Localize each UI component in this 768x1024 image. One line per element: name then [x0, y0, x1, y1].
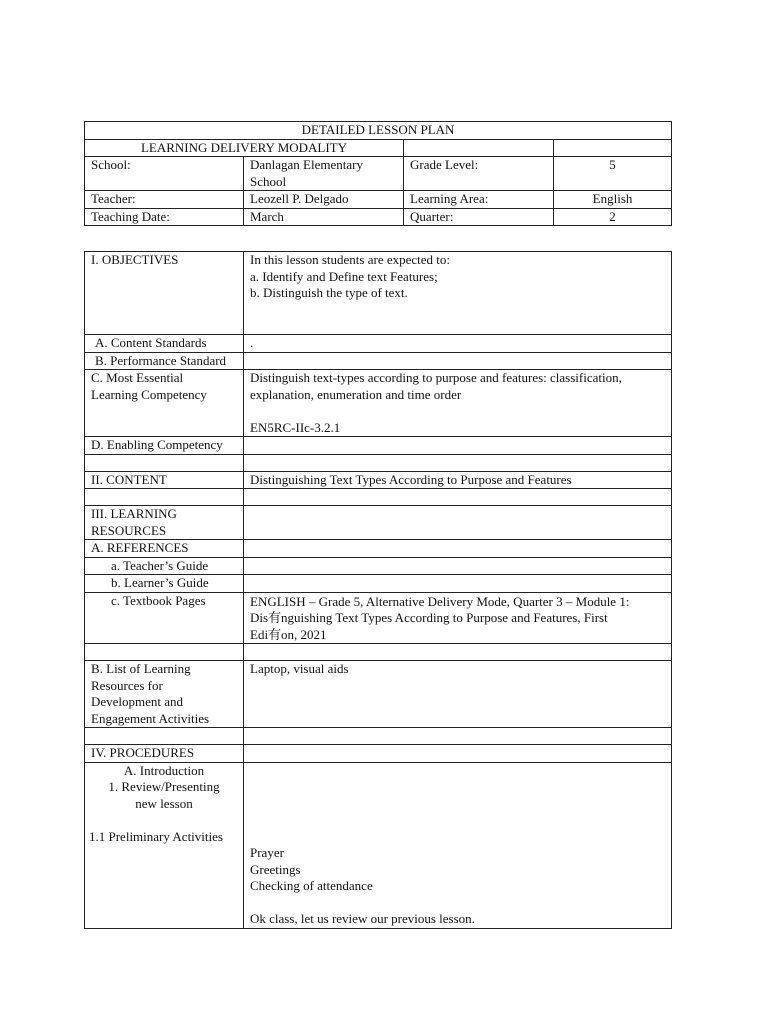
list-resources-label [85, 661, 244, 728]
teachers-guide-label: a. Teacher’s Guide [85, 557, 244, 575]
list-resources-label-line2: Resources for [91, 677, 163, 693]
delivery-modality: LEARNING DELIVERY MODALITY [85, 139, 404, 157]
empty-cell [244, 540, 672, 558]
empty-cell [244, 745, 672, 763]
lesson-header-table [84, 121, 672, 226]
performance-standard-label: B. Performance Standard [85, 352, 244, 370]
empty-cell [244, 557, 672, 575]
textbook-value-line3: Edi有on, 2021 [250, 626, 327, 642]
school-label: School: [85, 157, 244, 191]
textbook-value-line2: Dis有nguishing Text Types According to Purpose and Features, First [250, 610, 608, 625]
melc-label-line2: Learning Competency [91, 386, 207, 402]
melc-blank-line [250, 403, 665, 420]
grade-level-label: Grade Level: [404, 157, 554, 191]
introduction-label [85, 762, 244, 928]
list-resources-value: Laptop, visual aids [244, 661, 672, 728]
lesson-plan-table [84, 251, 672, 929]
school-value [244, 157, 404, 191]
introduction-value [244, 762, 672, 928]
objectives-value [244, 252, 672, 335]
grade-level-value: 5 [554, 157, 672, 191]
activity-attendance: Checking of attendance [250, 878, 373, 893]
spacer-row [85, 489, 244, 506]
content-label: II. CONTENT [85, 471, 244, 489]
melc-label [85, 370, 244, 437]
spacer-row [244, 728, 672, 745]
list-resources-label-line3: Development and [91, 694, 184, 709]
empty-cell [244, 575, 672, 593]
teaching-date-label: Teaching Date: [85, 208, 244, 226]
learning-resources-label-line1: III. LEARNING [91, 506, 177, 521]
objectives-label: I. OBJECTIVES [85, 252, 244, 335]
learners-guide-label: b. Learner’s Guide [85, 575, 244, 593]
spacer-row [85, 644, 244, 661]
textbook-pages-label: c. Textbook Pages [85, 592, 244, 644]
teaching-date-value: March [244, 208, 404, 226]
empty-cell [244, 352, 672, 370]
melc-value-line1: Distinguish text-types according to purpose and features: classification, [250, 370, 622, 385]
teacher-label: Teacher: [85, 191, 244, 209]
objective-b: b. Distinguish the type of text. [250, 285, 408, 300]
spacer-row [244, 454, 672, 471]
learning-resources-label [85, 506, 244, 540]
activity-prayer: Prayer [250, 845, 284, 860]
activity-review: Ok class, let us review our previous lesson. [250, 911, 475, 926]
melc-value [244, 370, 672, 437]
quarter-value: 2 [554, 208, 672, 226]
quarter-label: Quarter: [404, 208, 554, 226]
review-label-line2: new lesson [135, 795, 193, 811]
school-value-line1: Danlagan Elementary [250, 157, 363, 172]
spacer-row [244, 644, 672, 661]
textbook-value-line1: ENGLISH – Grade 5, Alternative Delivery Mode, Quarter 3 – Module 1: [250, 593, 630, 609]
empty-cell [244, 506, 672, 540]
school-value-line2: School [250, 173, 287, 189]
references-label: A. REFERENCES [85, 540, 244, 558]
melc-label-line1: C. Most Essential [91, 370, 184, 385]
spacer-row [244, 489, 672, 506]
teacher-value: Leozell P. Delgado [244, 191, 404, 209]
objectives-intro: In this lesson students are expected to: [250, 252, 451, 267]
list-resources-label-line1: B. List of Learning [91, 661, 191, 676]
introduction-heading: A. Introduction [123, 762, 205, 778]
spacer-row [85, 728, 244, 745]
plan-title: DETAILED LESSON PLAN [85, 122, 672, 140]
content-value: Distinguishing Text Types According to Purpose and Features [244, 471, 672, 489]
learning-area-value: English [554, 191, 672, 209]
content-standards-label: A. Content Standards [85, 335, 244, 353]
textbook-pages-value [244, 592, 672, 644]
procedures-label: IV. PROCEDURES [85, 745, 244, 763]
enabling-competency-label: D. Enabling Competency [85, 437, 244, 455]
melc-value-line2: explanation, enumeration and time order [250, 386, 462, 402]
activity-greetings: Greetings [250, 861, 301, 877]
spacer-row [85, 454, 244, 471]
review-label-line1: 1. Review/Presenting [108, 779, 220, 794]
empty-cell [554, 139, 672, 157]
learning-resources-label-line2: RESOURCES [91, 522, 167, 538]
learning-area-label: Learning Area: [404, 191, 554, 209]
empty-cell [244, 437, 672, 455]
objective-a: a. Identify and Define text Features; [250, 268, 438, 284]
intro-blank-line [89, 812, 239, 829]
melc-code: EN5RC-IIc-3.2.1 [250, 419, 341, 435]
content-standards-value: . [244, 335, 672, 353]
empty-cell [404, 139, 554, 157]
preliminary-activities-label: 1.1 Preliminary Activities [89, 828, 223, 844]
list-resources-label-line4: Engagement Activities [91, 710, 210, 726]
